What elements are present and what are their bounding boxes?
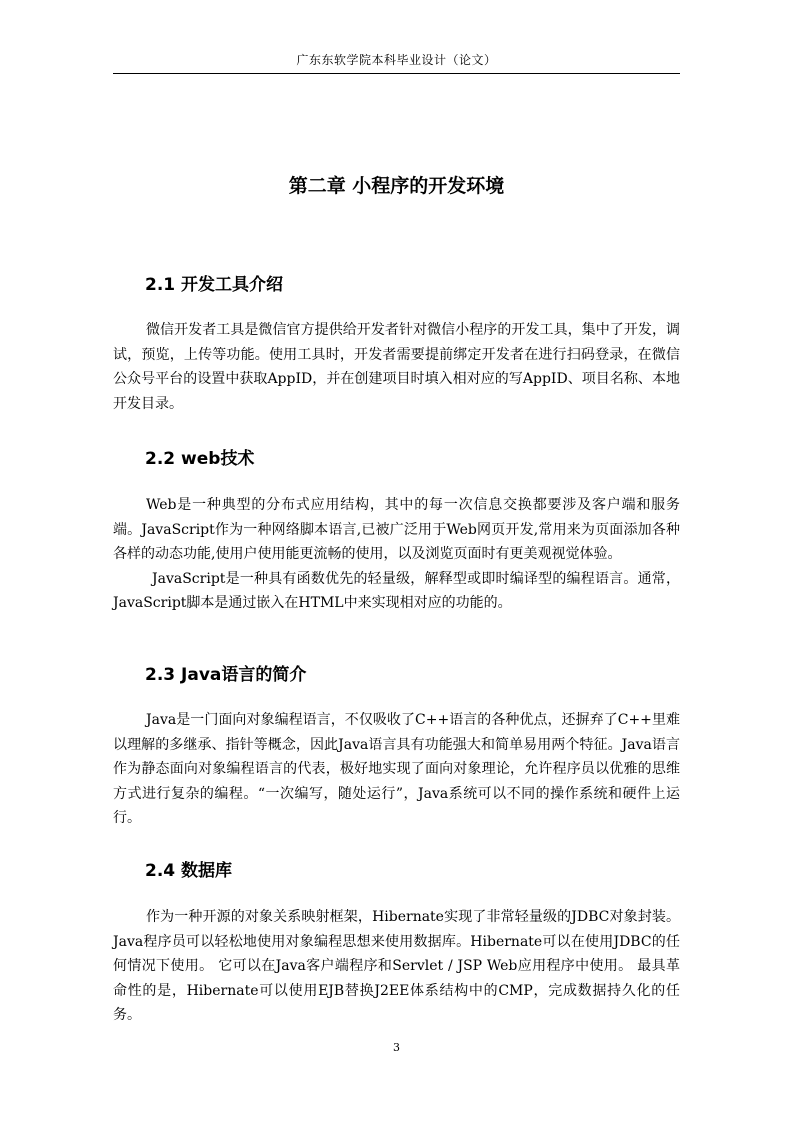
section-body-2-4 <box>113 905 680 1028</box>
paragraph: Web是一种典型的分布式应用结构，其中的每一次信息交换都要涉及客户端和服务端。JavaScript作为一种网络脚本语言,已被广泛用于Web网页开发,常用来为页面添加各种各样的动态功能,使用户使用能更流畅的使用，以及浏览页面时有更美观视觉体验。 <box>113 497 680 562</box>
paragraph: 微信开发者工具是微信官方提供给开发者针对微信小程序的开发工具，集中了开发，调试，预览，上传等功能。使用工具时，开发者需要提前绑定开发者在进行扫码登录，在微信公众号平台的设置中获取AppID，并在创建项目时填入相对应的写AppID、项目名称、本地开发目录。 <box>113 322 680 412</box>
page-number: 3 <box>393 1041 400 1054</box>
section-heading-2-2: 2.2 web技术 <box>145 449 255 469</box>
section-body-2-3 <box>113 708 680 831</box>
paragraph: Java是一门面向对象编程语言，不仅吸收了C++语言的各种优点，还摒弃了C++里难以理解的多继承、指针等概念，因此Java语言具有功能强大和简单易用两个特征。Java语言作为静态面向对象编程语言的代表，极好地实现了面向对象理论，允许程序员以优雅的思维方式进行复杂的编程。“一次编写，随处运行”，Java系统可以不同的操作系统和硬件上运行。 <box>113 712 680 826</box>
paragraph: 作为一种开源的对象关系映射框架，Hibernate实现了非常轻量级的JDBC对象封装。Java程序员可以轻松地使用对象编程思想来使用数据库。Hibernate可以在使用JDBC的任何情况下使用。 它可以在Java客户端程序和Servlet / JSP Web应用程序中使用。 最具革命性的是，Hibernate可以使用EJB替换J2EE体系结构中的CMP，完成数据持久化的任务。 <box>113 909 680 1023</box>
section-body-2-2 <box>113 493 680 616</box>
chapter-title: 第二章 小程序的开发环境 <box>288 175 505 197</box>
section-body-2-1 <box>113 318 680 416</box>
running-header: 广东东软学院本科毕业设计（论文） <box>296 53 497 67</box>
section-heading-2-3: 2.3 Java语言的简介 <box>145 665 307 685</box>
header-divider <box>113 73 680 74</box>
section-heading-2-4: 2.4 数据库 <box>145 861 233 881</box>
paragraph: JavaScript是一种具有函数优先的轻量级，解释型或即时编译型的编程语言。通常，JavaScript脚本是通过嵌入在HTML中来实现相对应的功能的。 <box>113 570 680 611</box>
section-heading-2-1: 2.1 开发工具介绍 <box>145 275 284 295</box>
